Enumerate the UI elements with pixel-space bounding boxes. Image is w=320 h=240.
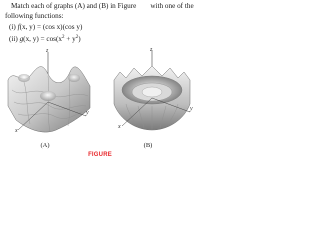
graph-b [108, 46, 196, 142]
graph-b-z-label: z [150, 47, 153, 53]
graph-b-surface [108, 46, 196, 142]
function-i-name: f [17, 23, 20, 31]
function-i-expression: = (cos x)(cos y) [36, 23, 83, 31]
graph-a-z-label: z [46, 48, 49, 54]
graph-a-x-label: x [15, 128, 18, 134]
function-ii-label: (ii) [9, 35, 18, 43]
graph-b-x-label: x [118, 124, 121, 130]
function-ii-close: ) [78, 35, 81, 43]
figure-label: FIGURE [88, 152, 112, 158]
function-i [9, 23, 82, 31]
graph-a-caption: (A) [40, 142, 50, 149]
problem-line-1 [5, 2, 197, 12]
function-ii-name: g [19, 35, 24, 43]
graph-b-y-label: y [190, 106, 193, 112]
intro-text-part1: Match each of graphs (A) and (B) in Figure [11, 2, 137, 10]
function-ii-plus-y: + y [64, 35, 76, 43]
function-ii-exponent-y: 2 [75, 35, 79, 40]
function-ii-exponent-x: 2 [61, 35, 65, 40]
graph-a-y-label: y [86, 110, 89, 116]
function-ii [9, 35, 81, 43]
intro-text-part2: with one of the [150, 2, 194, 10]
graph-a-surface [4, 46, 92, 142]
function-ii-expression: = cos(x [40, 35, 62, 43]
graph-b-caption: (B) [143, 142, 153, 149]
function-i-label: (i) [9, 23, 16, 31]
graph-a [4, 46, 92, 142]
problem-line-2: following functions: [5, 11, 64, 20]
function-i-args: (x, y) [19, 23, 36, 31]
graph-b-center-bump [142, 87, 162, 97]
problem-statement [5, 2, 197, 21]
function-ii-args: (x, y) [23, 35, 39, 43]
